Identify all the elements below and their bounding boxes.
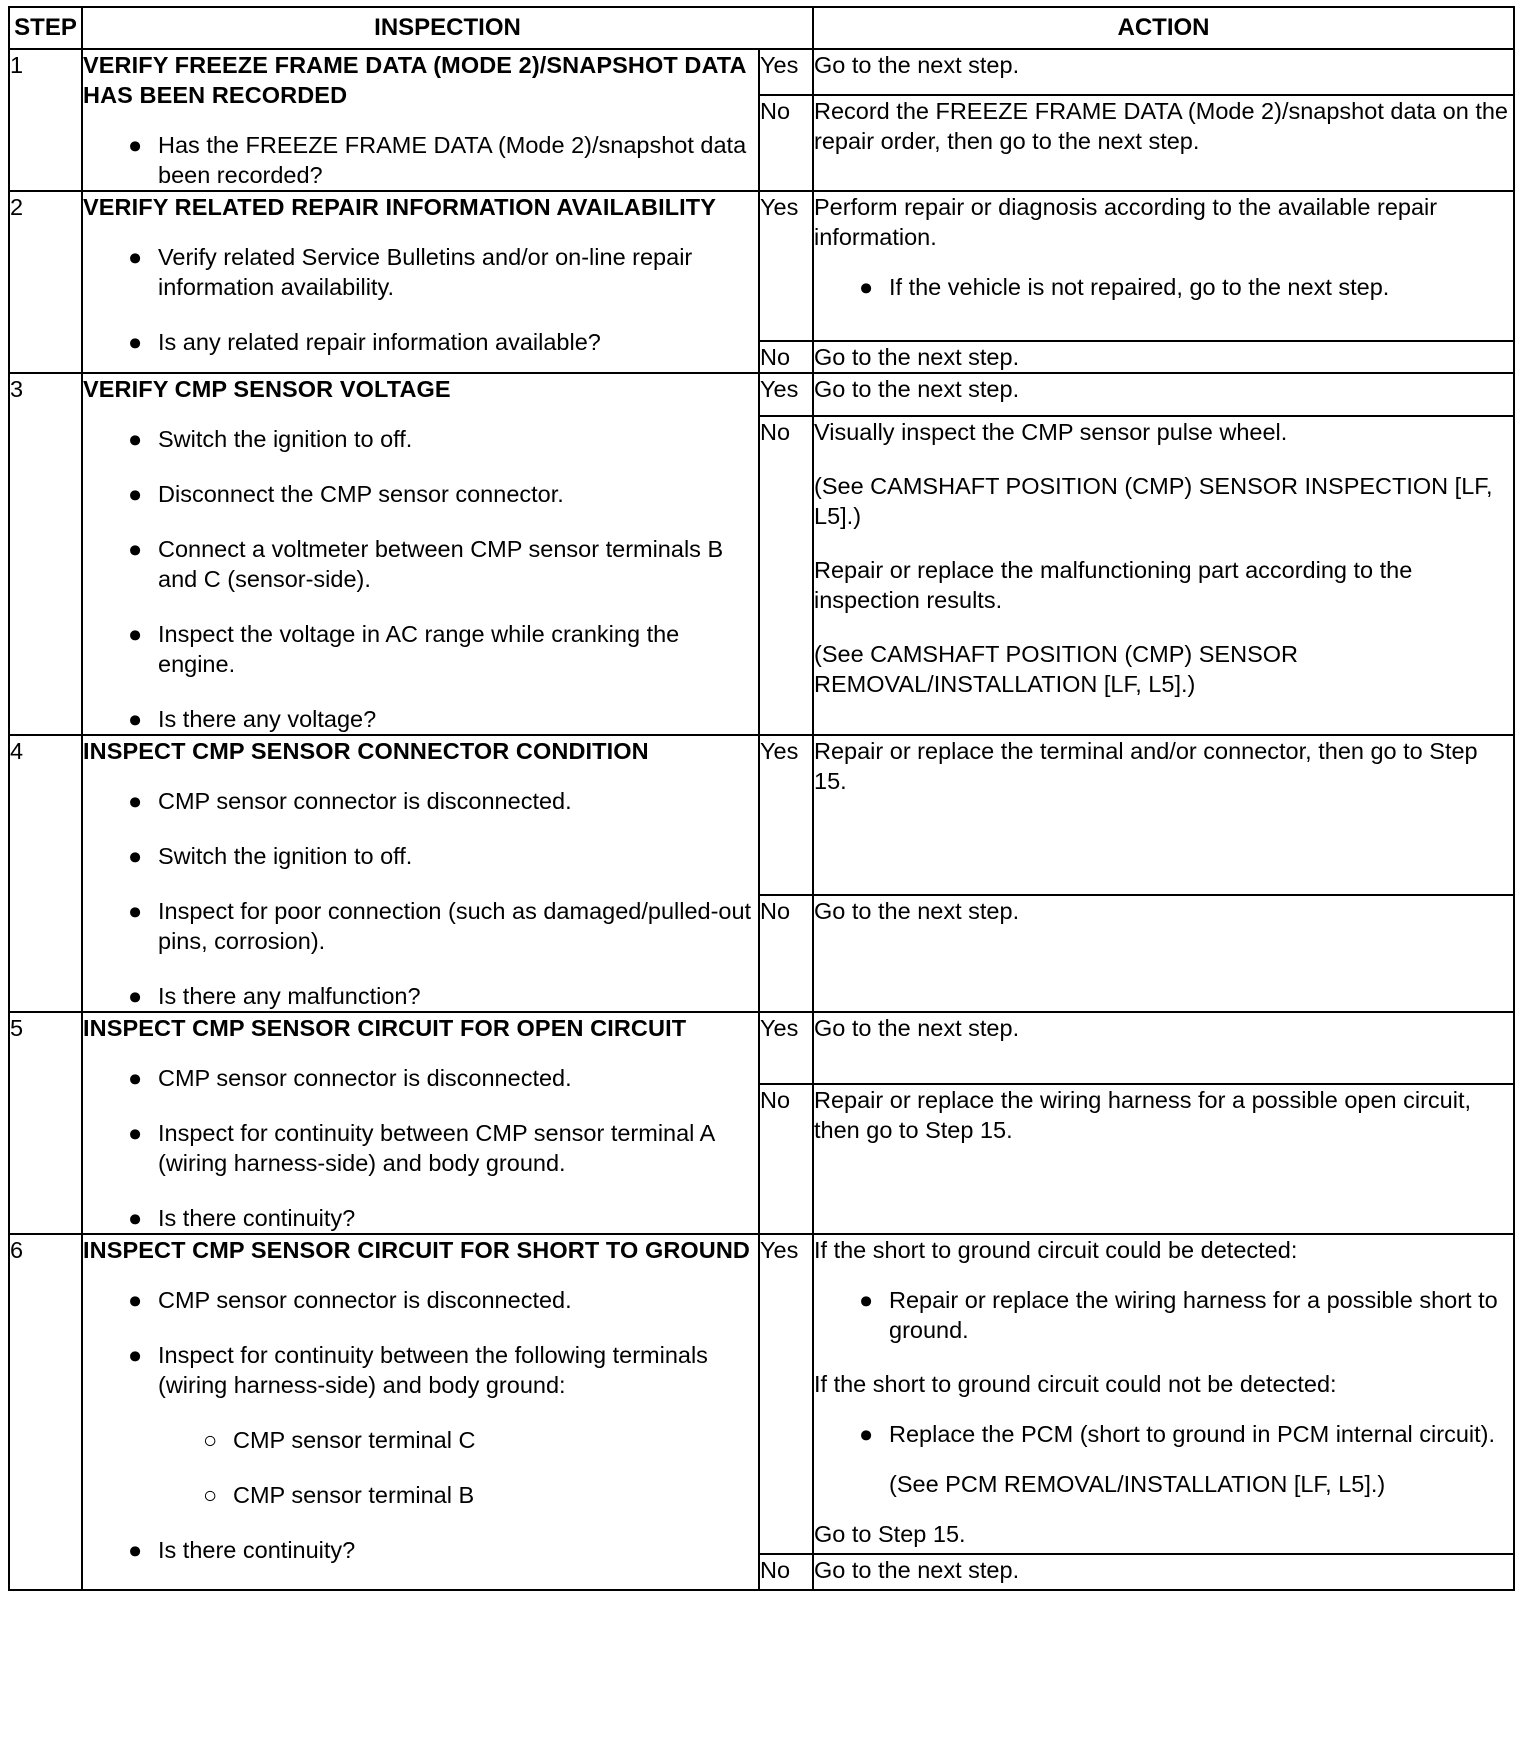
bullet-text: Is there any voltage? xyxy=(158,706,377,732)
bullet-text: Inspect for continuity between the following terminals (wiring harness-side) and body ground: xyxy=(158,1342,708,1398)
yes-label: Yes xyxy=(759,373,813,416)
bullet-item xyxy=(83,424,758,454)
bullet-item xyxy=(83,619,758,679)
yes-label: Yes xyxy=(759,1234,813,1554)
bullet-icon: ● xyxy=(128,244,143,270)
yes-action xyxy=(813,1234,1514,1554)
yes-label: Yes xyxy=(759,49,813,95)
bullet-item xyxy=(83,704,758,734)
bullet-text: Is there continuity? xyxy=(158,1537,356,1563)
action-bullets xyxy=(814,1419,1513,1449)
action-reference: (See PCM REMOVAL/INSTALLATION [LF, L5].) xyxy=(889,1471,1386,1497)
step-2-yes-row xyxy=(9,191,1514,341)
step-2-inspection xyxy=(82,191,759,373)
bullet-item xyxy=(83,479,758,509)
header-step: STEP xyxy=(9,7,82,49)
step-number: 5 xyxy=(9,1012,82,1234)
bullet-text: Is any related repair information available? xyxy=(158,329,601,355)
bullet-text: CMP sensor connector is disconnected. xyxy=(158,1065,572,1091)
bullet-item xyxy=(83,130,758,190)
bullet-icon: ● xyxy=(128,898,143,924)
header-action: ACTION xyxy=(813,7,1514,49)
bullet-icon: ● xyxy=(128,983,143,1009)
step-number: 1 xyxy=(9,49,82,191)
action-bullets xyxy=(814,1285,1513,1345)
bullet-text: Switch the ignition to off. xyxy=(158,843,413,869)
bullet-text: Verify related Service Bulletins and/or on-line repair information availability. xyxy=(158,244,693,300)
bullet-text: Repair or replace the wiring harness for a possible short to ground. xyxy=(889,1287,1498,1343)
yes-label: Yes xyxy=(759,191,813,341)
diagnostic-procedure-table xyxy=(8,6,1515,1591)
action-text: Go to the next step. xyxy=(814,344,1020,370)
bullet-icon: ● xyxy=(128,132,143,158)
no-label: No xyxy=(759,416,813,735)
sub-bullet-text: CMP sensor terminal C xyxy=(233,1427,476,1453)
action-text: Perform repair or diagnosis according to the available repair information. xyxy=(814,194,1438,250)
no-label: No xyxy=(759,895,813,1012)
no-label: No xyxy=(759,1084,813,1234)
inspection-bullets xyxy=(83,786,758,1011)
step-number: 2 xyxy=(9,191,82,373)
no-action xyxy=(813,895,1514,1012)
step-4-inspection xyxy=(82,735,759,1012)
step-title: INSPECT CMP SENSOR CIRCUIT FOR SHORT TO GROUND xyxy=(83,1237,750,1263)
header-row xyxy=(9,7,1514,49)
no-action xyxy=(813,341,1514,373)
inspection-bullets xyxy=(83,130,758,190)
step-3-yes-row xyxy=(9,373,1514,416)
sub-bullets xyxy=(83,1425,758,1510)
bullet-item xyxy=(83,1285,758,1315)
bullet-item xyxy=(83,1340,758,1510)
action-text: Record the FREEZE FRAME DATA (Mode 2)/snapshot data on the repair order, then go to the next step. xyxy=(814,98,1508,154)
bullet-text: Connect a voltmeter between CMP sensor terminals B and C (sensor-side). xyxy=(158,536,724,592)
action-text: If the short to ground circuit could be detected: xyxy=(814,1237,1298,1263)
bullet-text: If the vehicle is not repaired, go to the next step. xyxy=(889,274,1390,300)
step-number: 4 xyxy=(9,735,82,1012)
diagnostic-table-container xyxy=(8,6,1515,1591)
bullet-item xyxy=(814,1285,1513,1345)
sub-bullet-item xyxy=(83,1425,758,1455)
step-title: VERIFY CMP SENSOR VOLTAGE xyxy=(83,376,451,402)
yes-action xyxy=(813,49,1514,95)
bullet-item xyxy=(83,896,758,956)
yes-label: Yes xyxy=(759,735,813,895)
bullet-item xyxy=(83,1203,758,1233)
inspection-bullets xyxy=(83,1063,758,1233)
step-title: INSPECT CMP SENSOR CONNECTOR CONDITION xyxy=(83,738,649,764)
inspection-bullets xyxy=(83,1285,758,1565)
yes-action xyxy=(813,735,1514,895)
bullet-icon: ● xyxy=(128,1120,143,1146)
header-inspection: INSPECTION xyxy=(82,7,813,49)
bullet-icon: ● xyxy=(128,1065,143,1091)
action-text: Go to the next step. xyxy=(814,898,1020,924)
no-action xyxy=(813,416,1514,735)
bullet-icon: ● xyxy=(128,1205,143,1231)
action-text: Repair or replace the wiring harness for a possible open circuit, then go to Step 15. xyxy=(814,1087,1472,1143)
action-bullets xyxy=(814,272,1513,302)
yes-action xyxy=(813,373,1514,416)
bullet-item xyxy=(814,272,1513,302)
bullet-text: Inspect the voltage in AC range while cranking the engine. xyxy=(158,621,680,677)
bullet-text: Is there continuity? xyxy=(158,1205,356,1231)
bullet-icon: ● xyxy=(128,1287,143,1313)
bullet-icon: ● xyxy=(859,1287,874,1313)
bullet-text: Inspect for poor connection (such as damaged/pulled-out pins, corrosion). xyxy=(158,898,752,954)
no-label: No xyxy=(759,341,813,373)
bullet-item xyxy=(814,1419,1513,1449)
bullet-icon: ● xyxy=(859,1421,874,1447)
bullet-icon: ● xyxy=(128,536,143,562)
step-title: VERIFY FREEZE FRAME DATA (MODE 2)/SNAPSHOT DATA HAS BEEN RECORDED xyxy=(83,52,746,108)
step-title: VERIFY RELATED REPAIR INFORMATION AVAILABILITY xyxy=(83,194,717,220)
step-4-yes-row xyxy=(9,735,1514,895)
bullet-text: CMP sensor connector is disconnected. xyxy=(158,1287,572,1313)
inspection-bullets xyxy=(83,424,758,734)
yes-action xyxy=(813,191,1514,341)
bullet-text: Switch the ignition to off. xyxy=(158,426,413,452)
bullet-icon: ● xyxy=(128,1537,143,1563)
action-text: Visually inspect the CMP sensor pulse wheel. xyxy=(814,419,1288,445)
bullet-text: Replace the PCM (short to ground in PCM internal circuit). xyxy=(889,1421,1496,1447)
action-text: Go to the next step. xyxy=(814,1557,1020,1583)
yes-label: Yes xyxy=(759,1012,813,1084)
action-text: Repair or replace the terminal and/or connector, then go to Step 15. xyxy=(814,738,1478,794)
step-5-yes-row xyxy=(9,1012,1514,1084)
step-number: 3 xyxy=(9,373,82,735)
bullet-icon: ● xyxy=(128,706,143,732)
bullet-item xyxy=(83,1535,758,1565)
step-5-inspection xyxy=(82,1012,759,1234)
bullet-text: CMP sensor connector is disconnected. xyxy=(158,788,572,814)
bullet-icon: ● xyxy=(128,481,143,507)
bullet-icon: ● xyxy=(859,274,874,300)
no-action xyxy=(813,1084,1514,1234)
bullet-icon: ● xyxy=(128,426,143,452)
step-6-yes-row xyxy=(9,1234,1514,1554)
bullet-item xyxy=(83,1118,758,1178)
bullet-item xyxy=(83,841,758,871)
bullet-icon: ● xyxy=(128,1342,143,1368)
no-action xyxy=(813,95,1514,191)
step-title: INSPECT CMP SENSOR CIRCUIT FOR OPEN CIRCUIT xyxy=(83,1015,687,1041)
bullet-item xyxy=(83,1063,758,1093)
action-reference: (See CAMSHAFT POSITION (CMP) SENSOR INSPECTION [LF, L5].) xyxy=(814,473,1493,529)
action-text: If the short to ground circuit could not be detected: xyxy=(814,1371,1337,1397)
bullet-item xyxy=(83,534,758,594)
step-6-inspection xyxy=(82,1234,759,1590)
bullet-item xyxy=(83,242,758,302)
action-text: Go to the next step. xyxy=(814,376,1020,402)
action-text: Go to the next step. xyxy=(814,52,1020,78)
action-text: Repair or replace the malfunctioning part according to the inspection results. xyxy=(814,557,1413,613)
bullet-icon: ● xyxy=(128,788,143,814)
step-3-inspection xyxy=(82,373,759,735)
bullet-text: Is there any malfunction? xyxy=(158,983,421,1009)
no-label: No xyxy=(759,95,813,191)
bullet-icon: ● xyxy=(128,329,143,355)
step-number: 6 xyxy=(9,1234,82,1590)
no-action xyxy=(813,1554,1514,1590)
step-1-inspection xyxy=(82,49,759,191)
bullet-text: Disconnect the CMP sensor connector. xyxy=(158,481,564,507)
sub-bullet-text: CMP sensor terminal B xyxy=(233,1482,475,1508)
inspection-bullets xyxy=(83,242,758,357)
sub-bullet-item xyxy=(83,1480,758,1510)
circle-bullet-icon: ○ xyxy=(203,1427,218,1453)
yes-action xyxy=(813,1012,1514,1084)
circle-bullet-icon: ○ xyxy=(203,1482,218,1508)
step-1-yes-row xyxy=(9,49,1514,95)
bullet-item xyxy=(83,327,758,357)
action-text: Go to the next step. xyxy=(814,1015,1020,1041)
action-reference: (See CAMSHAFT POSITION (CMP) SENSOR REMOVAL/INSTALLATION [LF, L5].) xyxy=(814,641,1298,697)
bullet-icon: ● xyxy=(128,843,143,869)
bullet-item xyxy=(83,981,758,1011)
bullet-text: Has the FREEZE FRAME DATA (Mode 2)/snapshot data been recorded? xyxy=(158,132,747,188)
bullet-text: Inspect for continuity between CMP sensor terminal A (wiring harness-side) and body ground. xyxy=(158,1120,715,1176)
bullet-item xyxy=(83,786,758,816)
action-text: Go to Step 15. xyxy=(814,1521,966,1547)
bullet-icon: ● xyxy=(128,621,143,647)
no-label: No xyxy=(759,1554,813,1590)
